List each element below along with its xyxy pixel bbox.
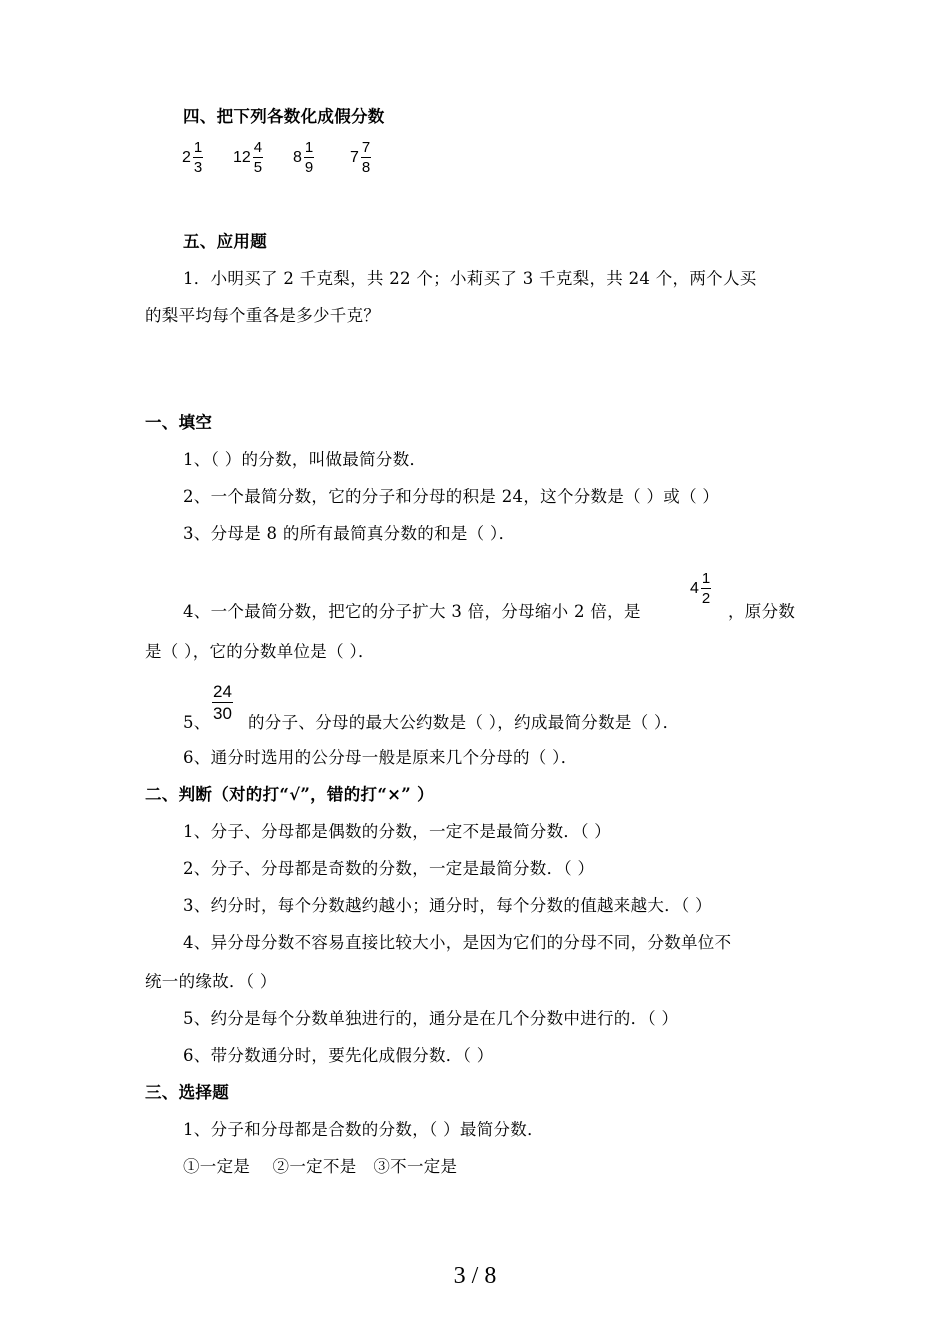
section2-title: 二、判断（对的打“√”，错的打“×” ） — [145, 785, 434, 804]
numerator: 1 — [193, 139, 203, 156]
denominator: 9 — [304, 159, 314, 176]
section5-title: 五、应用题 — [183, 232, 267, 251]
fraction — [304, 140, 314, 175]
numerator: 1 — [701, 570, 711, 587]
q5-fraction — [212, 683, 233, 722]
fraction — [361, 140, 371, 175]
section2-q1: 1、分子、分母都是偶数的分数，一定不是最简分数．（ ） — [183, 822, 612, 841]
section1-q1: 1、（ ）的分数，叫做最简分数． — [183, 450, 427, 469]
section5-q1-line2: 的梨平均每个重各是多少千克？ — [145, 306, 381, 325]
numerator: 1 — [304, 139, 314, 156]
section2-q5: 5、约分是每个分数单独进行的，通分是在几个分数中进行的．（ ） — [183, 1009, 679, 1028]
denominator: 2 — [701, 590, 711, 607]
fraction — [193, 140, 203, 175]
page-number: 3 / 8 — [453, 1263, 497, 1289]
denominator: 30 — [213, 704, 232, 723]
section1-title: 一、填空 — [145, 413, 213, 432]
section1-q5-prefix: 5、 — [183, 713, 211, 732]
section3-q1-options: ①一定是 ②一定不是 ③不一定是 — [183, 1157, 458, 1176]
fraction — [701, 571, 711, 606]
section1-q4-part1: 4、一个最简分数，把它的分子扩大 3 倍，分母缩小 2 倍，是 — [183, 602, 641, 621]
denominator: 5 — [253, 159, 263, 176]
mixed-number-3 — [293, 140, 314, 175]
section1-q4-part2: ，原分数 — [728, 602, 796, 621]
whole: 12 — [233, 148, 251, 166]
section3-q1: 1、分子和分母都是合数的分数，（ ）最简分数． — [183, 1120, 544, 1139]
section2-q3: 3、约分时，每个分数越约越小；通分时，每个分数的值越来越大．（ ） — [183, 896, 712, 915]
numerator: 7 — [361, 139, 371, 156]
whole: 7 — [350, 148, 359, 166]
section2-q2: 2、分子、分母都是奇数的分数，一定是最简分数．（ ） — [183, 859, 595, 878]
fraction — [212, 683, 233, 722]
section1-q4-line2: 是（ ），它的分数单位是（ ）． — [145, 642, 375, 661]
mixed-number-2 — [233, 140, 263, 175]
section2-q4-line1: 4、异分母分数不容易直接比较大小，是因为它们的分母不同，分数单位不 — [183, 933, 732, 952]
mixed-number-4 — [350, 140, 371, 175]
denominator: 8 — [361, 159, 371, 176]
section1-q3: 3、分母是 8 的所有最简真分数的和是（ ）． — [183, 524, 516, 543]
whole: 4 — [690, 579, 699, 597]
section2-q6: 6、带分数通分时，要先化成假分数．（ ） — [183, 1046, 494, 1065]
q4-mixed-number — [690, 571, 711, 606]
whole: 8 — [293, 148, 302, 166]
section1-q6: 6、通分时选用的公分母一般是原来几个分母的（ ）． — [183, 748, 578, 767]
section1-q2: 2、一个最简分数，它的分子和分母的积是 24，这个分数是（ ）或（ ） — [183, 487, 720, 506]
whole: 2 — [182, 148, 191, 166]
section1-q5-text: 的分子、分母的最大公约数是（ ），约成最简分数是（ ）． — [248, 713, 680, 732]
mixed-number-1 — [182, 140, 203, 175]
section5-q1-line1: 1．小明买了 2 千克梨，共 22 个；小莉买了 3 千克梨，共 24 个，两个人买 — [183, 269, 757, 288]
section2-q4-line2: 统一的缘故．（ ） — [145, 972, 277, 991]
section4-title: 四、把下列各数化成假分数 — [183, 107, 385, 126]
fraction — [253, 140, 263, 175]
numerator: 24 — [213, 682, 232, 701]
section3-title: 三、选择题 — [145, 1083, 229, 1102]
numerator: 4 — [253, 139, 263, 156]
denominator: 3 — [193, 159, 203, 176]
